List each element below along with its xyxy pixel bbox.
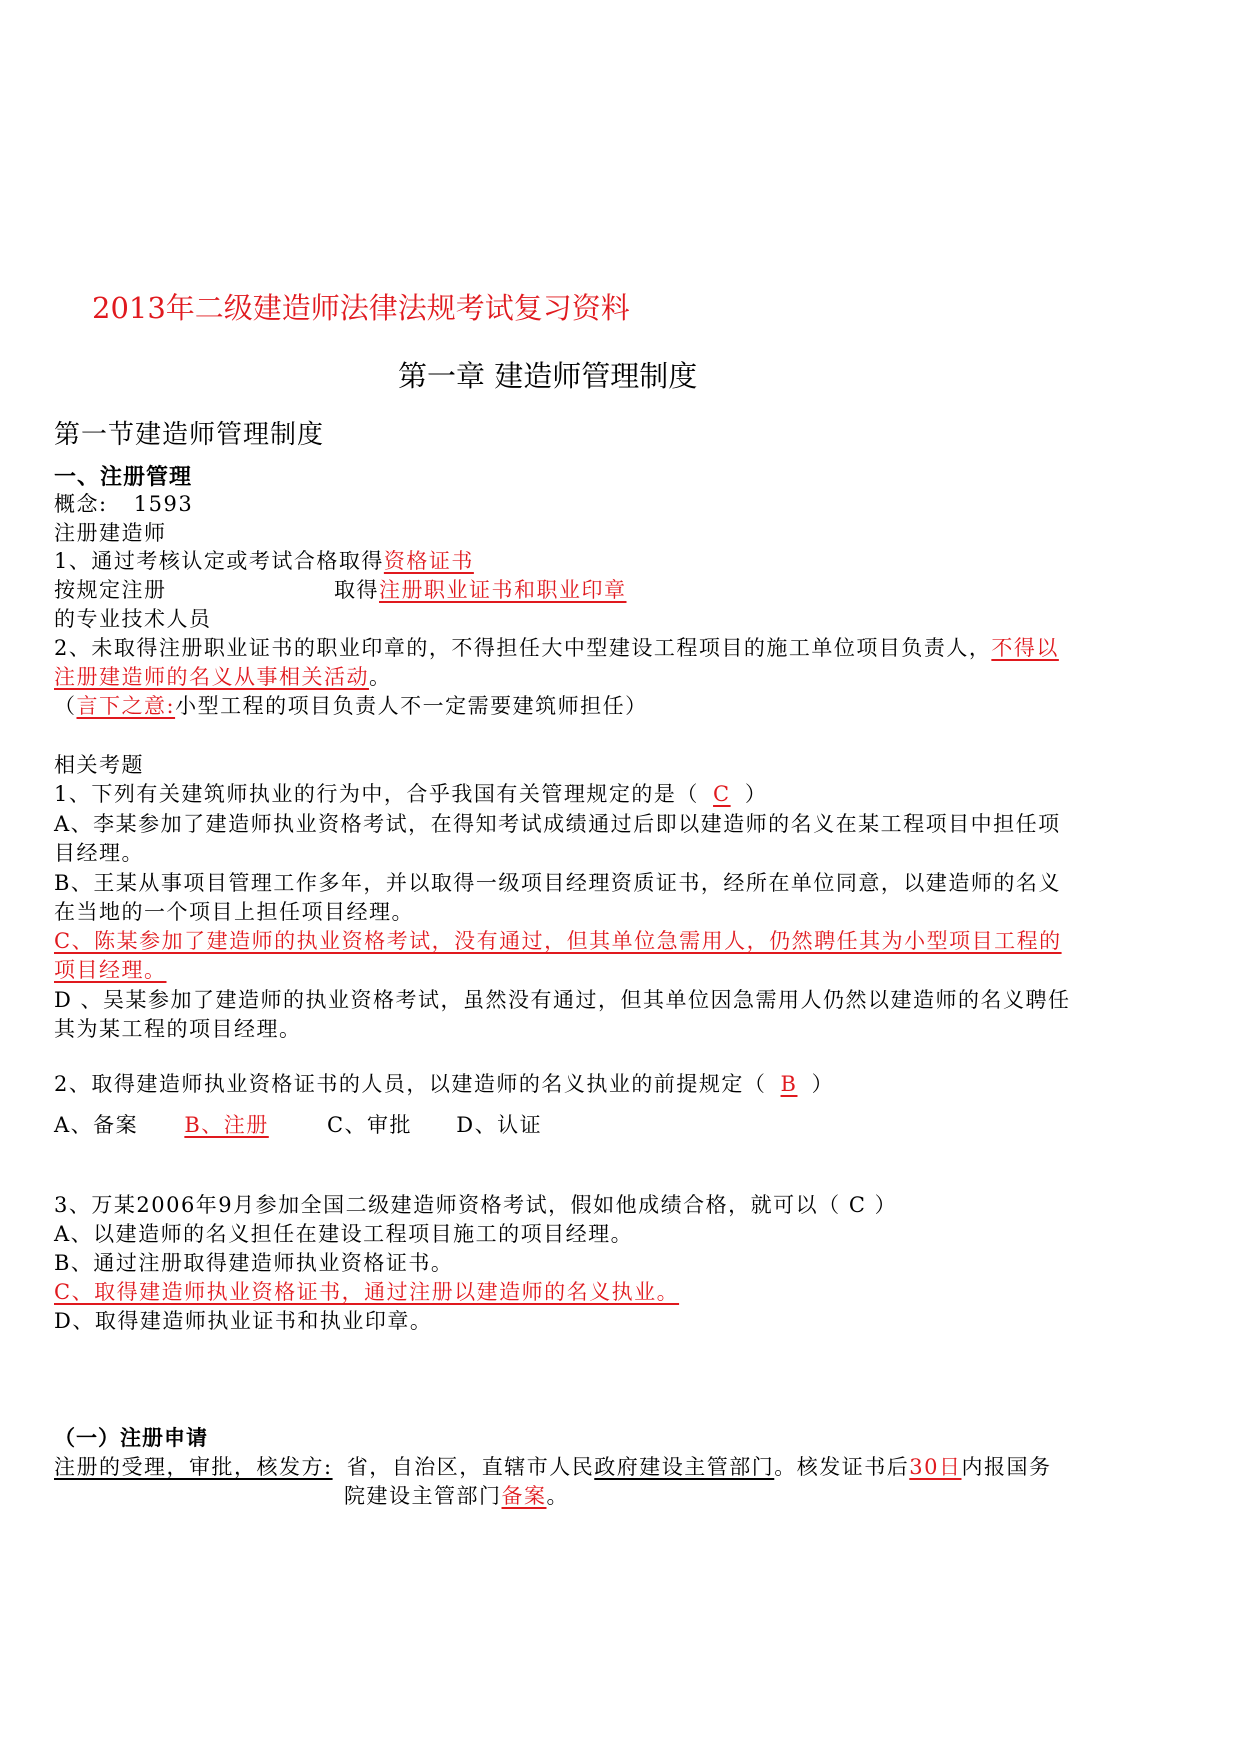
note-text: 小型工程的项目负责人不一定需要建筑师担任）: [175, 694, 648, 718]
concept-label: 概念:: [54, 492, 108, 516]
rule-2-line-2: [54, 662, 392, 692]
question-3-option-b: B、通过注册取得建造师执业资格证书。: [54, 1251, 454, 1275]
question-1-option-d: D 、吴某参加了建造师的执业资格考试，虽然没有通过，但其单位因急需用人仍然以建造师的名义聘任: [54, 988, 1071, 1012]
question-2-option-b: B、注册: [184, 1113, 269, 1137]
document-title: 2013年二级建造师法律法规考试复习资料: [92, 291, 630, 325]
question-1-close: ）: [744, 782, 768, 806]
section-heading: 第一节建造师管理制度: [54, 420, 325, 450]
filing-record: 备案: [501, 1484, 547, 1508]
definition-line-2: [54, 546, 474, 576]
question-1-option-a-cont: 目经理。: [54, 841, 144, 865]
subsection-heading: （一）注册申请: [54, 1426, 208, 1450]
implication-note: [54, 691, 648, 721]
chapter-heading: 第一章 建造师管理制度: [398, 359, 698, 393]
registration-text-b: 。核发证书后: [774, 1455, 910, 1479]
qualification-certificate: 资格证书: [383, 549, 474, 573]
rule-2-red-start: 不得以: [991, 636, 1059, 660]
question-1-option-c: C、陈某参加了建造师的执业资格考试，没有通过，但其单位急需用人，仍然聘任其为小型项目工程的: [54, 929, 1062, 953]
question-1-option-b-cont: 在当地的一个项目上担任项目经理。: [54, 900, 414, 924]
concept-line: [54, 489, 193, 519]
rule-2-period: 。: [369, 665, 392, 689]
question-2-options: [54, 1110, 542, 1140]
registration-text: 省，自治区，直辖市人民: [346, 1455, 595, 1479]
rule-2-red-end: 注册建造师的名义从事相关活动: [54, 665, 369, 689]
registration-period: 。: [546, 1484, 569, 1508]
concept-value: 1593: [133, 492, 194, 516]
question-1-option-b: B、王某从事项目管理工作多年，并以取得一级项目经理资质证书，经所在单位同意，以建造师的名义: [54, 871, 1061, 895]
registration-days: 30日: [909, 1455, 962, 1479]
question-3-option-c: C、取得建造师执业资格证书，通过注册以建造师的名义执业。: [54, 1280, 680, 1304]
question-1-option-a: A、李某参加了建造师执业资格考试，在得知考试成绩通过后即以建造师的名义在某工程项目中担任项: [54, 812, 1061, 836]
registration-text-c: 内报国务: [961, 1455, 1052, 1479]
question-2-answer: B: [780, 1072, 798, 1096]
definition-line-4: 的专业技术人员: [54, 607, 212, 631]
question-1-text: 1、下列有关建筑师执业的行为中，合乎我国有关管理规定的是（: [54, 782, 699, 806]
obtain-label: 取得: [334, 578, 379, 602]
question-2-text: 2、取得建造师执业资格证书的人员，以建造师的名义执业的前提规定（: [54, 1072, 767, 1096]
related-questions-heading: 相关考题: [54, 753, 144, 777]
rule-2-text: 2、未取得注册职业证书的职业印章的，不得担任大中型建设工程项目的施工单位项目负责人，: [54, 636, 992, 660]
question-3-stem: 3、万某2006年9月参加全国二级建造师资格考试，假如他成绩合格，就可以（ C ）: [54, 1193, 898, 1217]
question-2-option-a: A、备案: [54, 1113, 139, 1137]
definition-line-3-left: 按规定注册: [54, 578, 167, 602]
state-council-authority: 院建设主管部门: [344, 1484, 502, 1508]
question-2-close: ）: [811, 1072, 835, 1096]
question-2-option-d: D、认证: [456, 1113, 543, 1137]
registration-line-1: [54, 1452, 1052, 1482]
question-2-option-c: C、审批: [326, 1113, 413, 1137]
rule-2-line-1: [54, 633, 1059, 663]
registration-certificate-and-seal: 注册职业证书和职业印章: [379, 578, 627, 602]
question-1-option-d-cont: 其为某工程的项目经理。: [54, 1017, 302, 1041]
construction-authority: 政府建设主管部门: [594, 1455, 775, 1479]
note-red-label: 言下之意:: [76, 694, 176, 718]
question-3-option-a: A、以建造师的名义担任在建设工程项目施工的项目经理。: [54, 1222, 634, 1246]
part-heading: 一、注册管理: [54, 465, 193, 490]
registration-line-2: [344, 1481, 569, 1511]
question-1-answer: C: [713, 782, 731, 806]
note-open: （: [54, 694, 77, 718]
question-1-option-c-cont: 项目经理。: [54, 958, 167, 982]
question-3-option-d: D、取得建造师执业证书和执业印章。: [54, 1309, 433, 1333]
definition-line-1: 注册建造师: [54, 521, 167, 545]
definition-prefix: 1、通过考核认定或考试合格取得: [54, 549, 384, 573]
registration-label: 注册的受理，审批，核发方:: [54, 1455, 333, 1479]
question-1-stem: [54, 779, 767, 809]
definition-line-3-right: [334, 575, 627, 605]
question-2-stem: [54, 1069, 834, 1099]
